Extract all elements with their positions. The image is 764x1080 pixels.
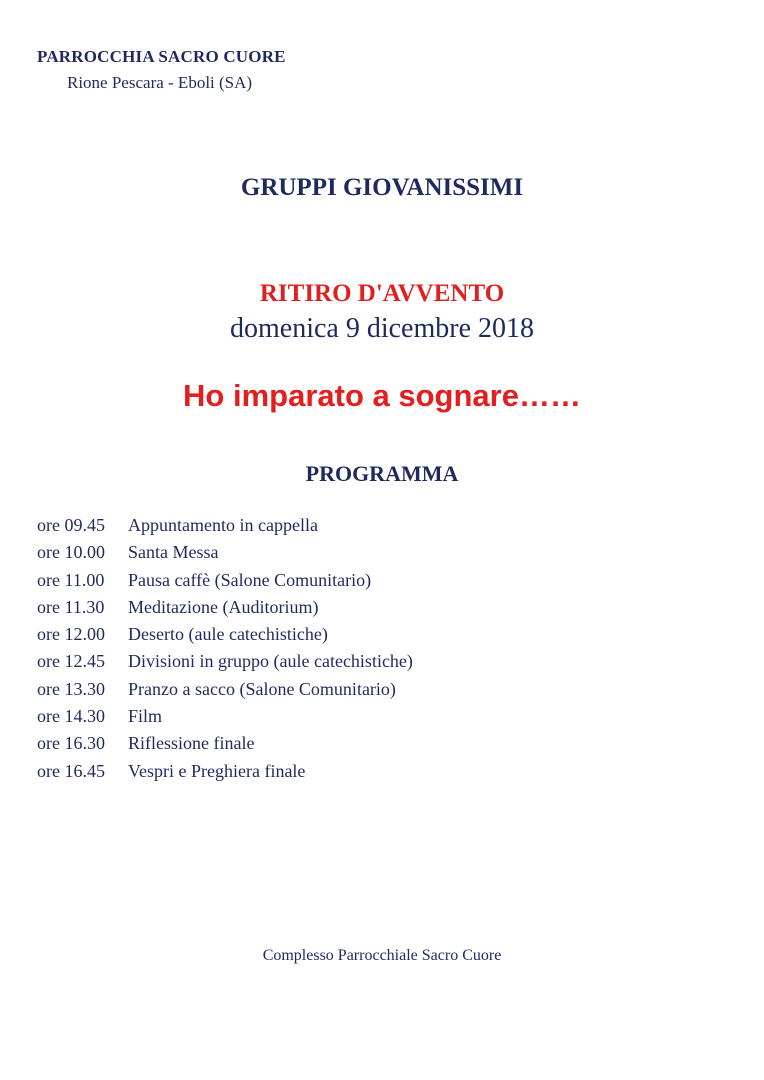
group-title: GRUPPI GIOVANISSIMI — [240, 174, 524, 201]
schedule-item — [37, 678, 413, 705]
schedule-item — [37, 569, 413, 596]
event-motto: Ho imparato a sognare…… — [183, 378, 581, 413]
schedule-time: ore 11.00 — [37, 569, 105, 590]
schedule-list — [37, 514, 413, 787]
footer-text: Complesso Parrocchiale Sacro Cuore — [262, 947, 502, 964]
schedule-activity: Riflessione finale — [128, 733, 255, 754]
schedule-item — [37, 596, 413, 623]
event-title: RITIRO D'AVVENTO — [259, 280, 505, 307]
schedule-item — [37, 732, 413, 759]
schedule-time: ore 12.00 — [37, 624, 105, 645]
schedule-time: ore 11.30 — [37, 596, 105, 617]
schedule-time: ore 16.30 — [37, 733, 105, 754]
schedule-activity: Appuntamento in cappella — [128, 515, 318, 535]
schedule-item — [37, 541, 413, 568]
schedule-time: ore 13.30 — [37, 678, 105, 699]
schedule-activity: Pausa caffè (Salone Comunitario) — [128, 569, 372, 590]
schedule-activity: Pranzo a sacco (Salone Comunitario) — [128, 678, 396, 699]
parish-name: PARROCCHIA SACRO CUORE — [37, 47, 286, 66]
schedule-item — [37, 514, 413, 541]
schedule-time: ore 14.30 — [37, 706, 105, 727]
schedule-activity: Divisioni in gruppo (aule catechistiche) — [128, 651, 413, 672]
program-heading: PROGRAMMA — [305, 461, 459, 486]
schedule-item — [37, 760, 413, 787]
schedule-item — [37, 650, 413, 677]
schedule-time: ore 09.45 — [37, 515, 105, 535]
schedule-activity: Deserto (aule catechistiche) — [128, 624, 328, 645]
schedule-time: ore 16.45 — [37, 760, 105, 781]
schedule-time: ore 12.45 — [37, 651, 105, 672]
schedule-activity: Film — [128, 706, 163, 727]
schedule-activity: Meditazione (Auditorium) — [128, 596, 319, 617]
schedule-activity: Santa Messa — [128, 542, 219, 563]
schedule-item — [37, 705, 413, 732]
parish-place: Rione Pescara - Eboli (SA) — [67, 73, 253, 92]
event-date: domenica 9 dicembre 2018 — [229, 313, 534, 344]
schedule-item — [37, 623, 413, 650]
schedule-time: ore 10.00 — [37, 542, 105, 563]
schedule-activity: Vespri e Preghiera finale — [128, 760, 306, 781]
